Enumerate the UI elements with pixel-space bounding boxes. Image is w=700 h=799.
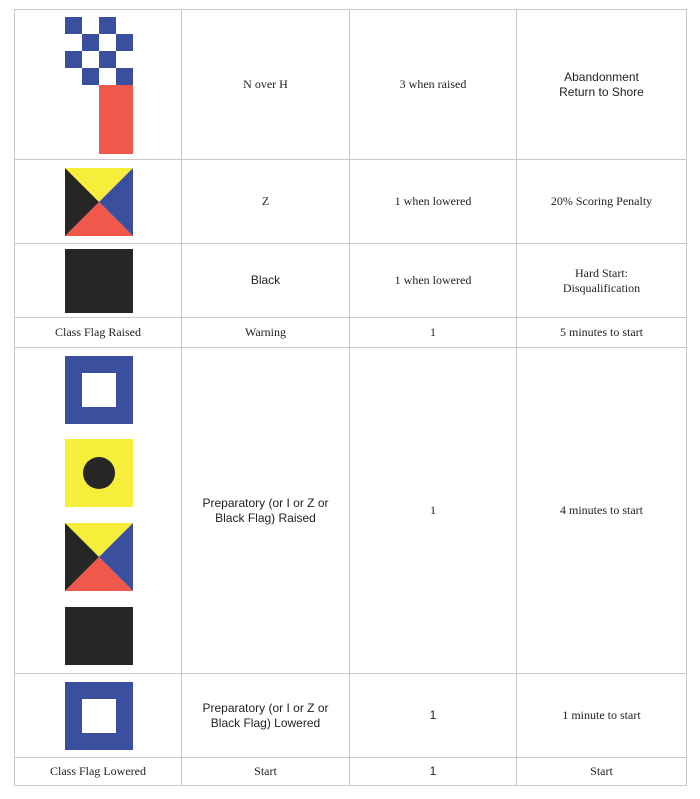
table-row — [15, 348, 687, 674]
table-row — [15, 244, 687, 318]
table-row — [15, 674, 687, 758]
meaning-cell: Hard Start: Disqualification — [517, 244, 687, 318]
sound-cell: 1 — [350, 674, 517, 758]
flag-cell: Class Flag Raised — [15, 318, 182, 348]
p-flag-icon — [65, 356, 133, 424]
z-flag-icon — [65, 523, 133, 591]
z-flag-icon — [65, 168, 133, 236]
table-row — [15, 758, 687, 786]
table-row — [15, 160, 687, 244]
meaning-cell: Start — [517, 758, 687, 786]
sound-cell: 1 — [350, 758, 517, 786]
signal-cell: Warning — [182, 318, 350, 348]
flag-cell — [15, 348, 182, 674]
sound-cell: 1 when lowered — [350, 160, 517, 244]
meaning-cell: 4 minutes to start — [517, 348, 687, 674]
sound-cell: 3 when raised — [350, 10, 517, 160]
sound-cell: 1 — [350, 318, 517, 348]
race-signals-table — [14, 9, 687, 786]
meaning-cell: 20% Scoring Penalty — [517, 160, 687, 244]
flag-cell: Class Flag Lowered — [15, 758, 182, 786]
flag-cell — [15, 244, 182, 318]
i-flag-icon — [65, 439, 133, 507]
flag-cell — [15, 10, 182, 160]
signal-cell: Start — [182, 758, 350, 786]
meaning-cell: 5 minutes to start — [517, 318, 687, 348]
meaning-cell: 1 minute to start — [517, 674, 687, 758]
sound-cell: 1 — [350, 348, 517, 674]
signal-cell: N over H — [182, 10, 350, 160]
sound-cell: 1 when lowered — [350, 244, 517, 318]
flag-cell — [15, 160, 182, 244]
meaning-cell: Abandonment Return to Shore — [517, 10, 687, 160]
n-flag-icon — [65, 17, 133, 85]
h-flag-icon — [65, 85, 133, 154]
table-row — [15, 318, 687, 348]
signal-cell: Black — [182, 244, 350, 318]
table-row — [15, 10, 687, 160]
flag-cell — [15, 674, 182, 758]
p-flag-icon — [65, 682, 133, 750]
black-flag-icon — [65, 607, 133, 665]
signal-cell: Z — [182, 160, 350, 244]
signal-cell: Preparatory (or I or Z or Black Flag) Lowered — [182, 674, 350, 758]
black-flag-icon — [65, 249, 133, 313]
signal-cell: Preparatory (or I or Z or Black Flag) Raised — [182, 348, 350, 674]
